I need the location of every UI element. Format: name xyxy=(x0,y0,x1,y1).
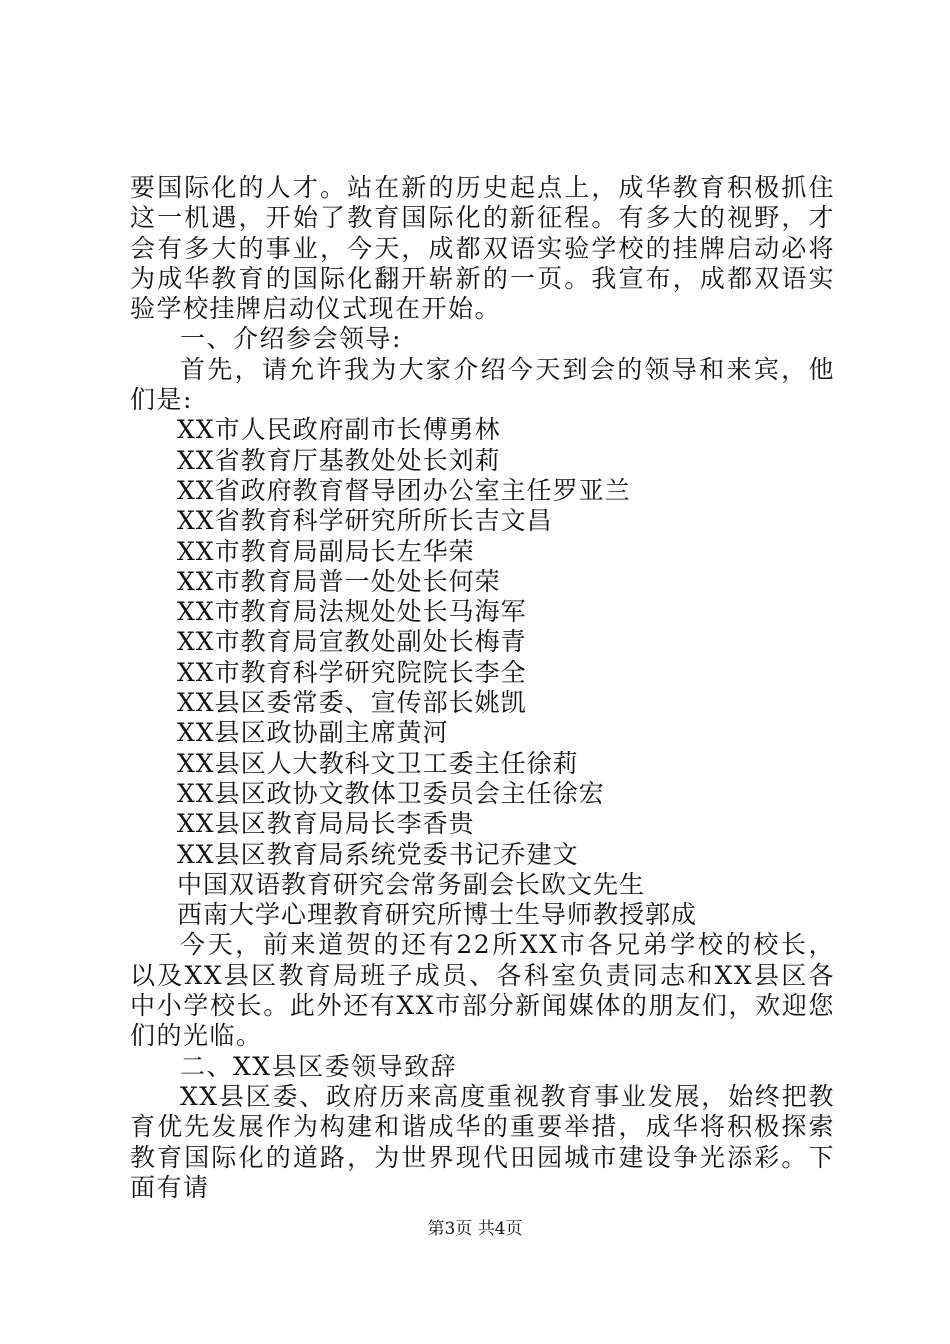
paragraph-other-guests: 今天，前来道贺的还有22所XX市各兄弟学校的校长，以及XX县区教育局班子成员、各科室负责同志和XX县区各中小学校长。此外还有XX市部分新闻媒体的朋友们，欢迎您们的光临。 xyxy=(130,930,835,1051)
guest-item: XX市教育局法规处处长马海军 xyxy=(177,597,527,627)
guest-item: XX省教育科学研究所所长吉文昌 xyxy=(177,506,553,536)
guest-item: XX县区教育局系统党委书记乔建文 xyxy=(177,839,579,869)
guest-item: XX县区教育局局长李香贵 xyxy=(177,809,475,839)
guest-item: XX县区政协文教体卫委员会主任徐宏 xyxy=(177,778,605,808)
guest-item: XX省政府教育督导团办公室主任罗亚兰 xyxy=(177,475,631,505)
paragraph-opening: 要国际化的人才。站在新的历史起点上，成华教育积极抓住这一机遇，开始了教育国际化的新征程。有多大的视野，才会有多大的事业，今天，成都双语实验学校的挂牌启动必将为成华教育的国际化翻开崭新的一页。我宣布，成都双语实验学校挂牌启动仪式现在开始。 xyxy=(130,173,835,324)
page-footer: 第3页 共4页 xyxy=(427,1219,523,1239)
guest-item: XX市教育局副局长左华荣 xyxy=(177,536,475,566)
guest-item: XX县区政协副主席黄河 xyxy=(177,718,449,748)
guest-item: XX市教育科学研究院院长李全 xyxy=(177,657,527,687)
paragraph-introduction: 首先，请允许我为大家介绍今天到会的领导和来宾，他们是: xyxy=(130,354,835,415)
guest-item: XX市教育局宣教处副处长梅青 xyxy=(177,627,527,657)
guest-list xyxy=(130,415,835,930)
guest-item: XX市教育局普一处处长何荣 xyxy=(177,566,501,596)
paragraph-district-commitment: XX县区委、政府历来高度重视教育事业发展，始终把教育优先发展作为构建和谐成华的重要举措，成华将积极探索教育国际化的道路，为世界现代田园城市建设争光添彩。下面有请 xyxy=(130,1081,835,1202)
guest-item: XX县区人大教科文卫工委主任徐莉 xyxy=(177,748,579,778)
document-body xyxy=(130,173,835,1203)
guest-item: XX省教育厅基教处处长刘莉 xyxy=(177,445,501,475)
guest-item: 中国双语教育研究会常务副会长欧文先生 xyxy=(177,869,646,899)
guest-item: 西南大学心理教育研究所博士生导师教授郭成 xyxy=(177,900,698,930)
guest-item: XX市人民政府副市长傅勇林 xyxy=(177,415,501,445)
guest-item: XX县区委常委、宣传部长姚凯 xyxy=(177,688,527,718)
section-heading-leader-speech: 二、XX县区委领导致辞 xyxy=(180,1051,458,1081)
section-heading-introduce-leaders: 一、介绍参会领导: xyxy=(180,324,402,354)
